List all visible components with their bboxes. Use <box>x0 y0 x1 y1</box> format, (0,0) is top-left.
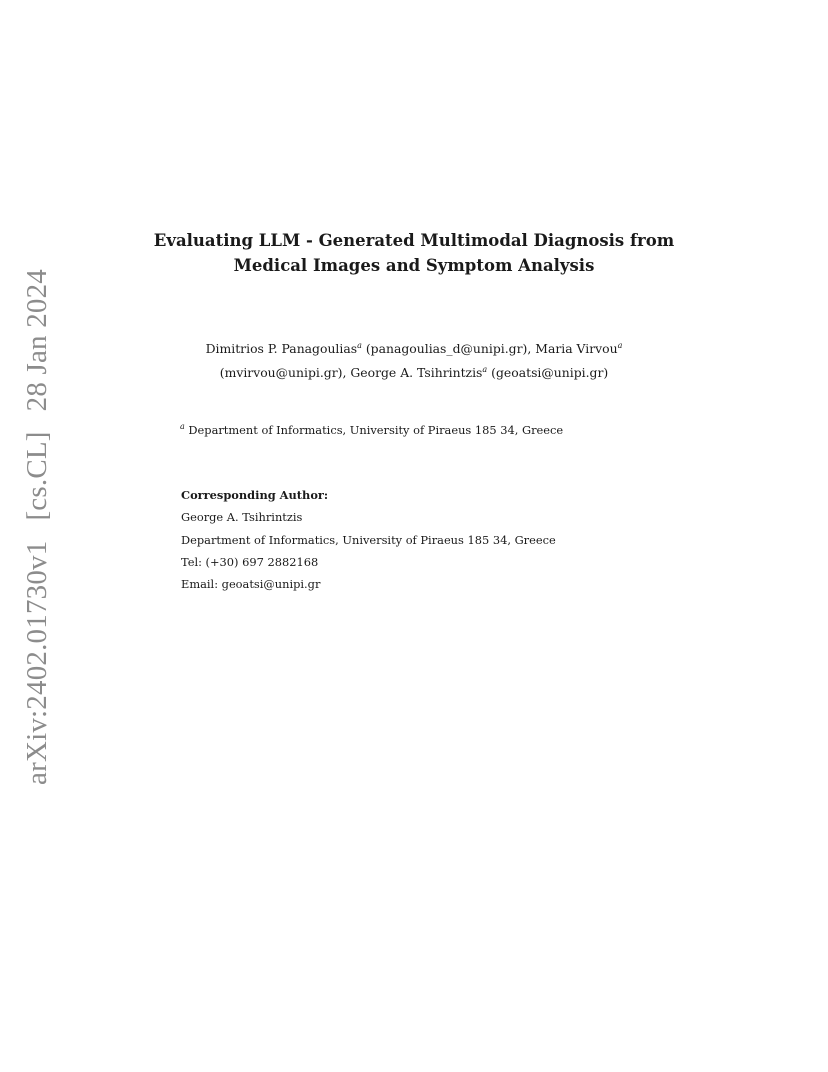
author-email: (geoatsi@unipi.gr) <box>491 365 609 380</box>
affiliation <box>180 423 563 437</box>
author-list <box>0 337 828 385</box>
title-line-2: Medical Images and Symptom Analysis <box>233 256 595 275</box>
title-line-1: Evaluating LLM - Generated Multimodal Diagnosis from <box>153 231 675 250</box>
corresponding-name: George A. Tsihrintzis <box>181 510 303 525</box>
affiliation-mark: a <box>617 340 623 350</box>
author-name: Dimitrios P. Panagoulias <box>205 341 358 356</box>
author-name: Maria Virvou <box>535 341 618 356</box>
arxiv-id: arXiv:2402.01730v1 <box>20 540 53 785</box>
affiliation-mark: a <box>357 340 362 350</box>
affiliation-text: Department of Informatics, University of Piraeus 185 34, Greece <box>188 423 564 437</box>
authors-line-2: (mvirvou@unipi.gr), George A. Tsihrintzis$^a$ (geoatsi@unipi.gr) <box>219 364 609 380</box>
author-email: (mvirvou@unipi.gr) <box>219 365 343 380</box>
author-email: (panagoulias_d@unipi.gr) <box>365 341 528 356</box>
arxiv-date: 28 Jan 2024 <box>20 269 53 412</box>
paper-title <box>0 228 828 278</box>
authors-line-1: Dimitrios P. Panagoulias$^a$ (panagoulias_d@unipi.gr), Maria Virvou$^a$ <box>205 340 623 356</box>
affiliation-mark: a <box>180 422 185 432</box>
corresponding-heading: Corresponding Author: <box>181 488 329 502</box>
corresponding-email: Email: geoatsi@unipi.gr <box>181 577 321 592</box>
affiliation-mark: a <box>482 364 488 374</box>
corresponding-department: Department of Informatics, University of Piraeus 185 34, Greece <box>181 532 556 547</box>
corresponding-tel: Tel: (+30) 697 2882168 <box>181 554 319 569</box>
arxiv-category: [cs.CL] <box>20 431 53 521</box>
author-name: George A. Tsihrintzis <box>350 365 483 380</box>
corresponding-author-block <box>181 484 556 595</box>
